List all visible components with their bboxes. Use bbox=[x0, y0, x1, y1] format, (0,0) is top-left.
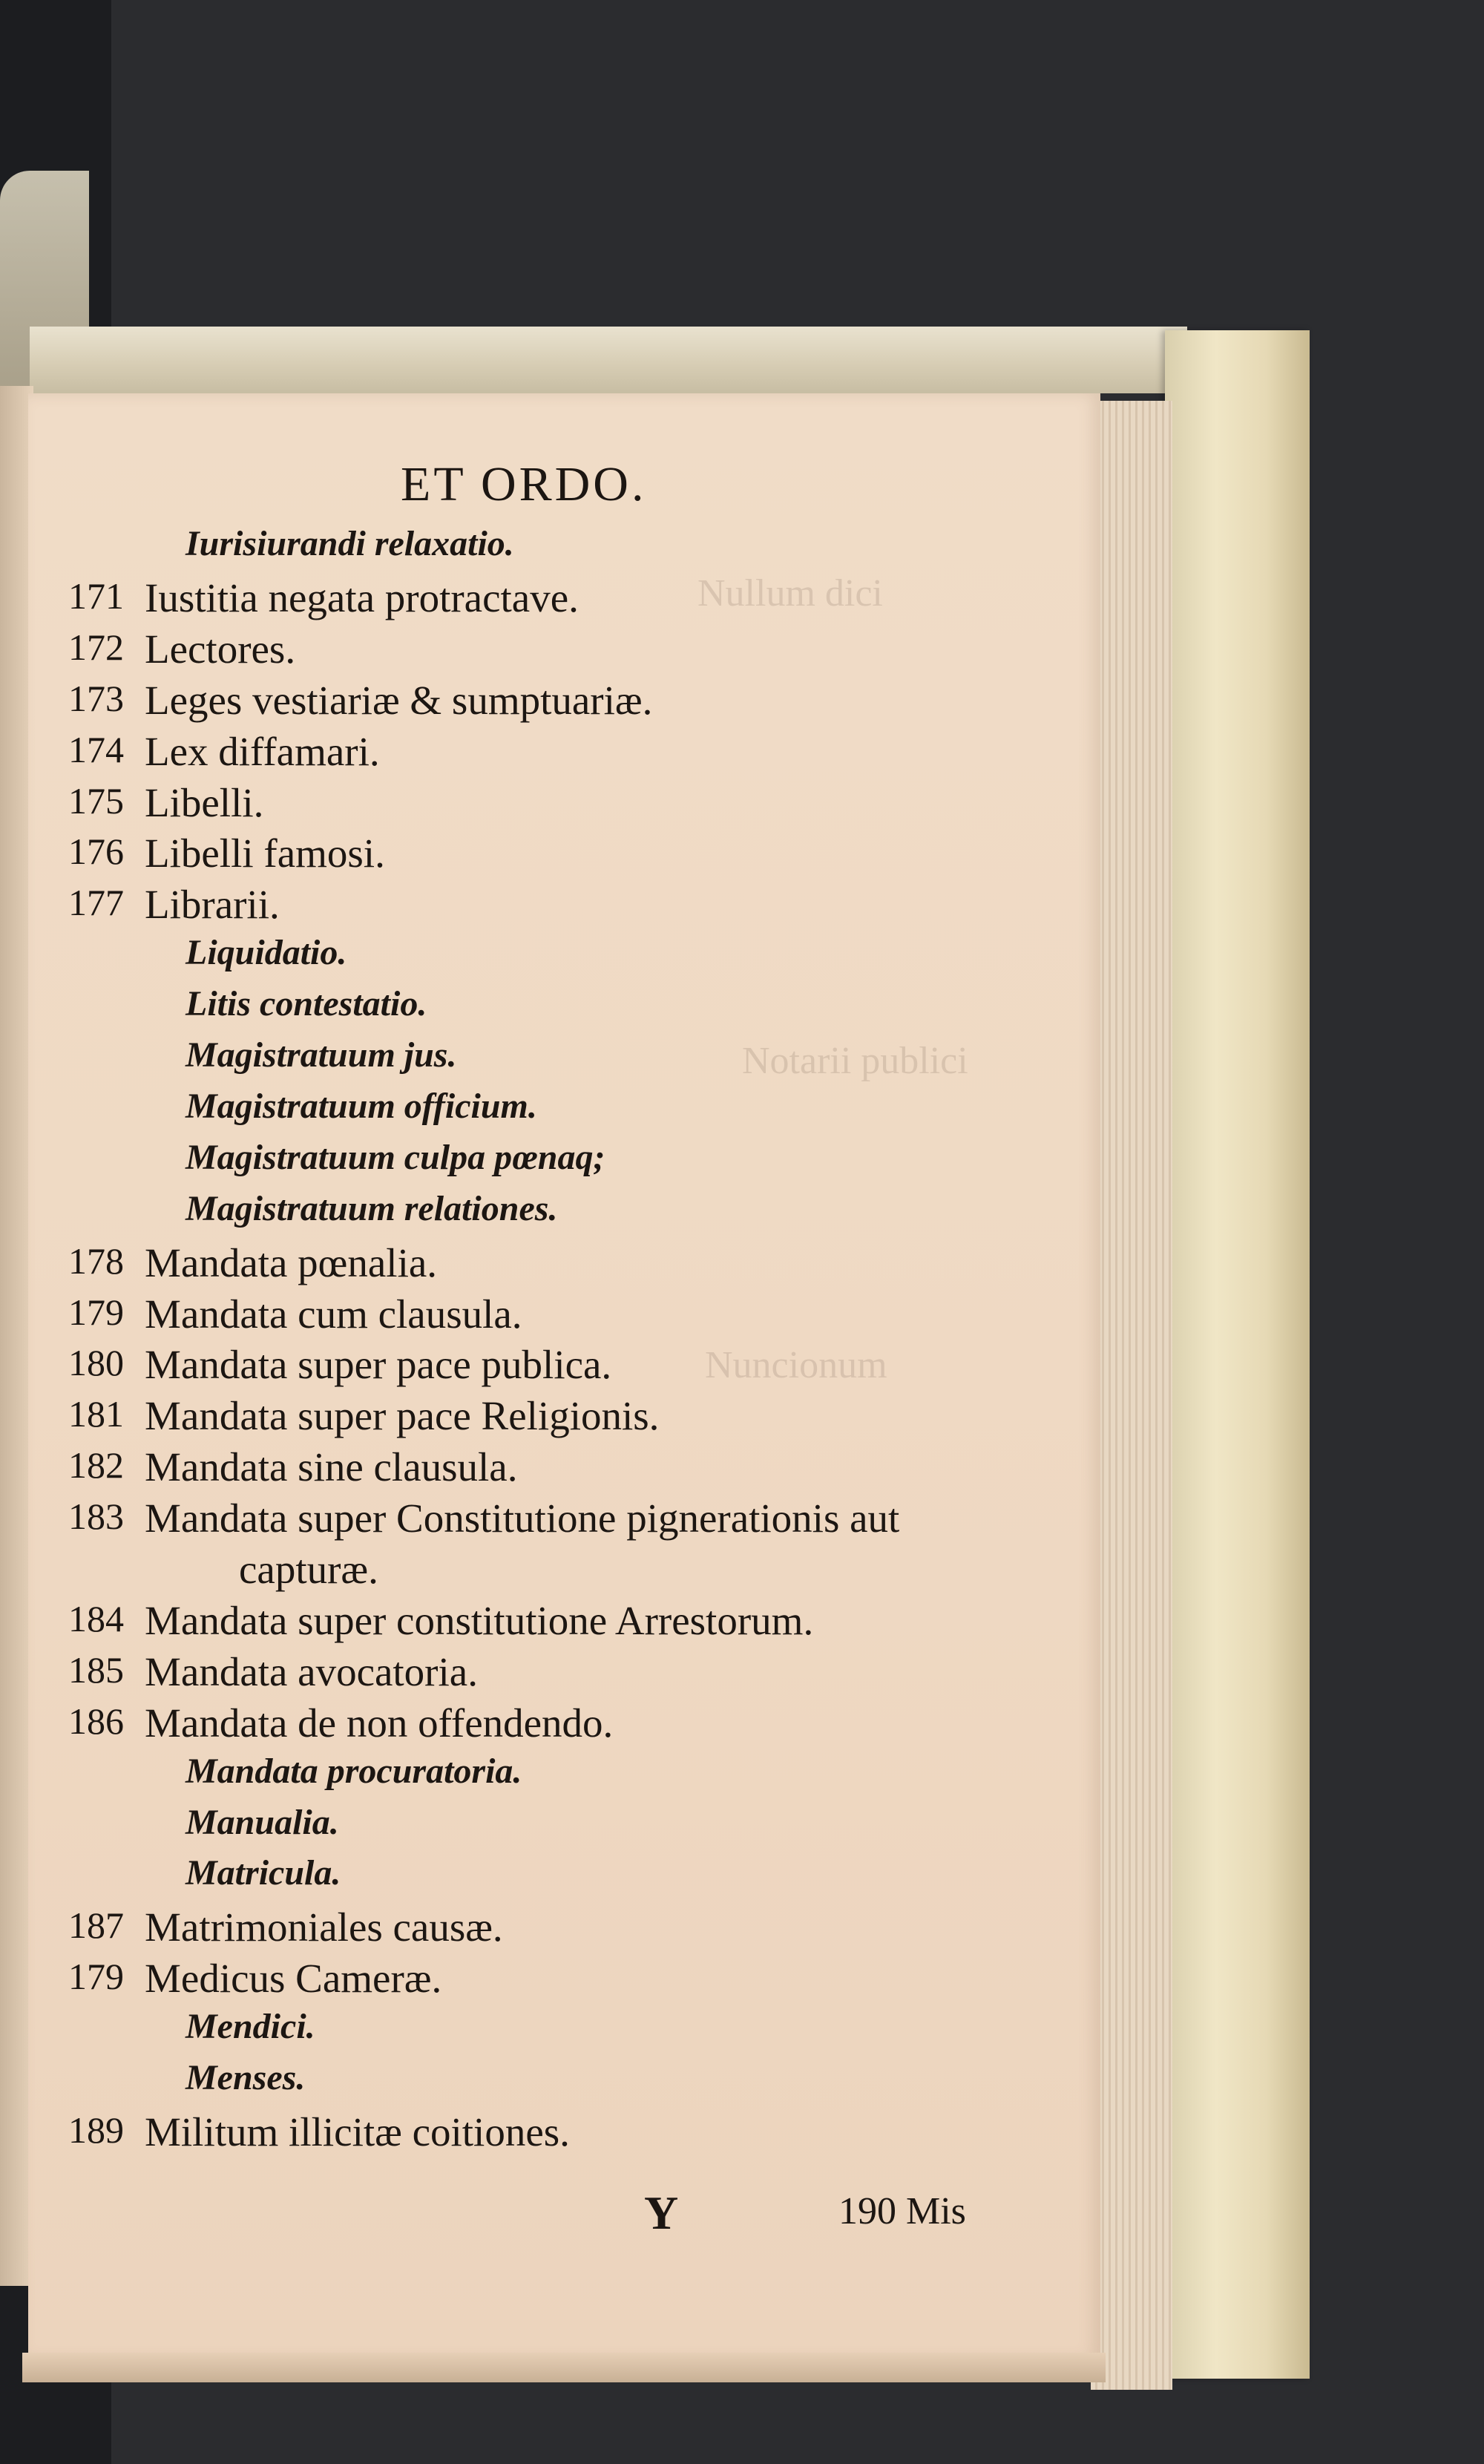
entry-text: Mandata super Constitutione pignerationis aut bbox=[145, 1495, 900, 1541]
entry-text: Mandata sine clausula. bbox=[145, 1444, 518, 1490]
entry-text: Leges vestiariæ & sumptuariæ. bbox=[145, 677, 653, 723]
entry-text: Lex diffamari. bbox=[145, 728, 380, 774]
page-bottom-edge bbox=[22, 2353, 1106, 2382]
entry-number: 175 bbox=[68, 779, 124, 822]
entry-text: Mandata super pace Religionis. bbox=[145, 1393, 660, 1439]
entry-text: Mandata avocatoria. bbox=[145, 1648, 478, 1694]
sub-entry-text: Manualia. bbox=[186, 1802, 339, 1842]
entry-number: 179 bbox=[68, 1291, 124, 1333]
entry-text: Matrimoniales causæ. bbox=[145, 1904, 503, 1950]
entry-text: Militum illicitæ coitiones. bbox=[145, 2109, 570, 2155]
entry-number: 177 bbox=[68, 882, 124, 924]
sub-entry-text: Iurisiurandi relaxatio. bbox=[186, 524, 514, 563]
bleed-through-text: Nuncionum bbox=[705, 1344, 887, 1386]
entry-text: Mandata super pace publica. bbox=[145, 1342, 612, 1388]
catchword: 190 Mis bbox=[838, 2190, 966, 2232]
entry-text: Mandata super constitutione Arrestorum. bbox=[145, 1597, 814, 1643]
entry-number: 178 bbox=[68, 1239, 124, 1282]
book-top-edge bbox=[30, 327, 1187, 393]
entry-text: Iustitia negata protractave. bbox=[145, 574, 579, 620]
sub-entry-text: Mendici. bbox=[186, 2007, 315, 2047]
sub-entry-text: Mandata procuratoria. bbox=[186, 1751, 522, 1791]
bleed-through-text: Notarii publici bbox=[742, 1040, 968, 1082]
entry-number: 181 bbox=[68, 1393, 124, 1435]
entry-number: 180 bbox=[68, 1342, 124, 1384]
entry-text: Libelli. bbox=[145, 779, 264, 825]
sub-entry-text: Liquidatio. bbox=[186, 933, 347, 973]
entry-number: 183 bbox=[68, 1495, 124, 1538]
running-header: ET ORDO. bbox=[401, 457, 647, 511]
page-stack-edge bbox=[1091, 401, 1172, 2390]
entry-number: 186 bbox=[68, 1700, 124, 1742]
signature-mark: Y bbox=[644, 2186, 679, 2239]
sub-entry-text: Magistratuum jus. bbox=[186, 1035, 457, 1075]
entry-text: capturæ. bbox=[239, 1547, 378, 1592]
entry-number: 173 bbox=[68, 677, 124, 719]
sub-entry-text: Magistratuum officium. bbox=[186, 1086, 537, 1126]
sub-entry-text: Menses. bbox=[186, 2058, 306, 2097]
entry-number: 174 bbox=[68, 728, 124, 770]
entry-text: Medicus Cameræ. bbox=[145, 1956, 442, 2002]
entry-number: 182 bbox=[68, 1444, 124, 1487]
sub-entry-text: Magistratuum relationes. bbox=[186, 1188, 558, 1228]
entry-number: 176 bbox=[68, 830, 124, 873]
entry-number: 187 bbox=[68, 1904, 124, 1947]
entry-text: Mandata de non offendendo. bbox=[145, 1700, 614, 1746]
bleed-through-text: Nullum dici bbox=[697, 572, 883, 615]
entry-number: 184 bbox=[68, 1597, 124, 1639]
entry-number: 179 bbox=[68, 1956, 124, 1998]
entry-text: Mandata cum clausula. bbox=[145, 1291, 522, 1337]
sub-entry-text: Magistratuum culpa pœnaq; bbox=[186, 1137, 605, 1177]
entry-number: 171 bbox=[68, 574, 124, 617]
entry-text: Lectores. bbox=[145, 626, 296, 672]
entry-number: 189 bbox=[68, 2109, 124, 2151]
entry-text: Libelli famosi. bbox=[145, 830, 385, 877]
entry-number: 185 bbox=[68, 1648, 124, 1691]
sub-entry-text: Matricula. bbox=[186, 1853, 341, 1893]
vellum-cover bbox=[1165, 330, 1310, 2379]
entry-number: 172 bbox=[68, 626, 124, 668]
entry-text: Librarii. bbox=[145, 882, 280, 928]
sub-entry-text: Litis contestatio. bbox=[186, 984, 427, 1024]
entry-text: Mandata pœnalia. bbox=[145, 1239, 438, 1285]
